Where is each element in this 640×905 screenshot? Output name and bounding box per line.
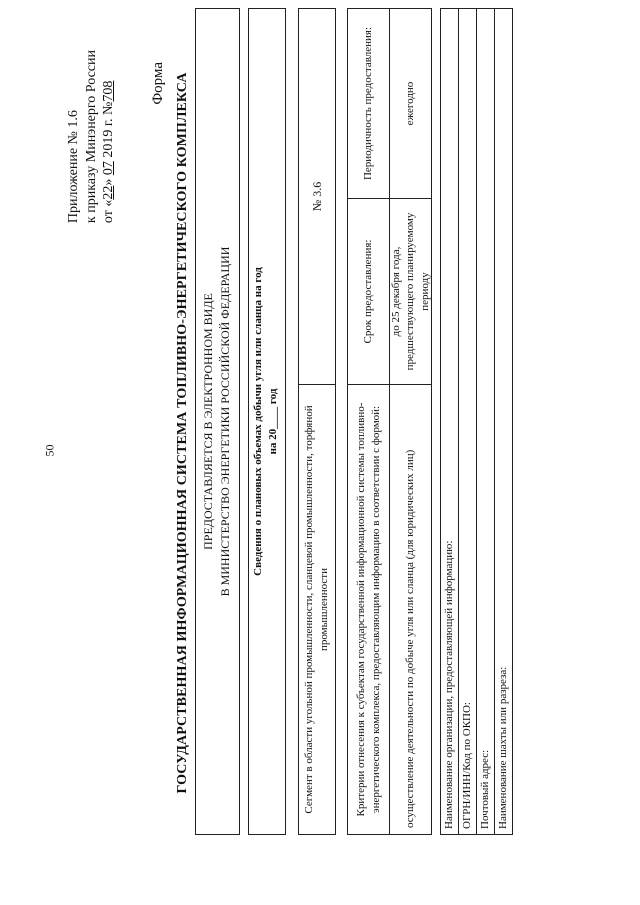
org-address-label: Почтовый адрес:: [479, 749, 491, 829]
info-title-line-2: на 20____ год: [267, 388, 280, 455]
date-month: 07: [101, 161, 116, 176]
order-number: 708: [101, 80, 116, 102]
periodicity-value: ежегодно: [404, 81, 417, 126]
date-day: 22: [101, 185, 116, 200]
provided-box: [195, 8, 240, 835]
organization-box: [441, 8, 513, 835]
page-number: 50: [42, 444, 57, 457]
org-ogrn-row[interactable]: [459, 9, 477, 834]
appendix-date-line: [100, 50, 118, 223]
org-name-label: Наименование организации, предоставляющей информацию:: [443, 540, 455, 829]
org-ogrn-label: ОГРН/ИНН/Код по ОКПО:: [461, 702, 473, 829]
deadline-value: до 25 декабря года, предшествующего планируемому периоду: [390, 198, 431, 384]
info-title-box: [248, 8, 286, 835]
segment-row: [298, 8, 336, 835]
criteria-table: [347, 8, 432, 835]
deadline-header: Срок предоставления:: [348, 198, 390, 384]
org-mine-label: Наименование шахты или разреза:: [497, 666, 509, 829]
appendix-header: [65, 50, 118, 223]
main-title: ГОСУДАРСТВЕННАЯ ИНФОРМАЦИОННАЯ СИСТЕМА ТОПЛИВНО-ЭНЕРГЕТИЧЕСКОГО КОМПЛЕКСА: [175, 72, 190, 794]
periodicity-header: Периодичность предоставления:: [348, 9, 390, 198]
org-mine-row[interactable]: [495, 9, 512, 834]
form-label: Форма: [150, 62, 166, 105]
date-year: 2019 г. №: [101, 101, 116, 162]
date-prefix: от «: [101, 199, 116, 224]
criteria-value: осуществление деятельности по добыче угля или сланца (для юридических лиц): [390, 384, 431, 834]
criteria-header: Критерии отнесения к субъектам государственной информационной системы топливно-энергетического комплекса, предоставляющим информацию в соответствии с формой:: [348, 384, 390, 834]
segment-form-number: № 3.6: [309, 181, 324, 212]
provided-line-1: ПРЕДОСТАВЛЯЕТСЯ В ЭЛЕКТРОННОМ ВИДЕ: [201, 293, 215, 550]
organization-block: [440, 8, 513, 835]
appendix-order-ref: к приказу Минэнерго России: [83, 50, 99, 224]
org-name-row[interactable]: [441, 9, 459, 834]
appendix-number: Приложение № 1.6: [66, 110, 81, 224]
info-title-line-1: Сведения о плановых объемах добычи угля или сланца на год: [252, 267, 264, 576]
org-address-row[interactable]: [477, 9, 495, 834]
segment-label: Сегмент в области угольной промышленности, сланцевой промышленности, торфяной промышленности: [299, 384, 335, 834]
provided-line-2: В МИНИСТЕРСТВО ЭНЕРГЕТИКИ РОССИЙСКОЙ ФЕДЕРАЦИИ: [218, 246, 233, 597]
date-mid: »: [101, 175, 116, 186]
